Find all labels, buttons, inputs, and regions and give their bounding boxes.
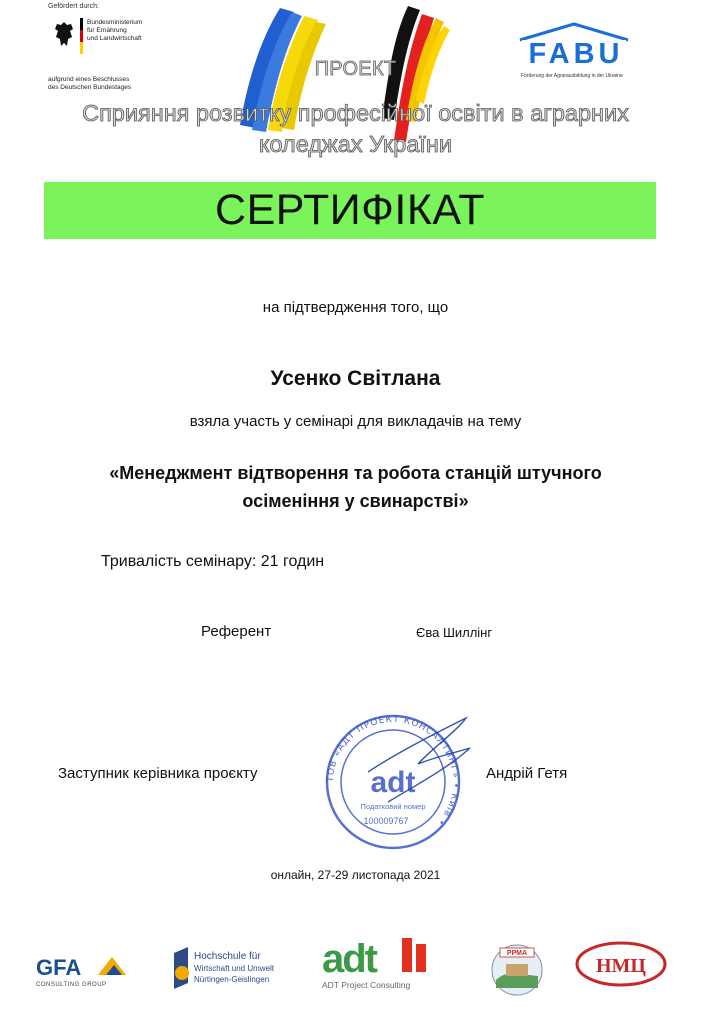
svg-text:НМЦ: НМЦ (596, 955, 646, 977)
fabu-wordmark: FABU (528, 38, 624, 70)
beschluss-line: aufgrund eines Beschlusses (48, 76, 130, 83)
participation-text: взяла участь у семінарі для викладачів на тему (189, 413, 522, 430)
stamp-logo-text: adt (370, 766, 416, 799)
seminar-duration: Тривалість семінару: 21 годин (101, 553, 325, 570)
ministry-line: Bundesministerium (87, 19, 143, 26)
hfwu-logo (170, 943, 290, 993)
company-stamp (308, 712, 478, 852)
stamp-ring-text: ТОВ «АДТ ПРОЕКТ КОНСАЛТИНГ» • Київ • (325, 714, 461, 828)
project-title-line: Сприяння розвитку професійної освіти в аграрних (82, 100, 629, 126)
topic-line: осіменіння у свинарстві» (242, 491, 469, 511)
german-flag-bar-icon (80, 18, 83, 54)
ministry-name (87, 19, 142, 43)
certificate-banner (44, 182, 656, 239)
deputy-name: Андрій Гетя (486, 765, 568, 782)
svg-text:Wirtschaft und Umwelt: Wirtschaft und Umwelt (194, 964, 275, 973)
confirm-text: на підтвердження того, що (262, 299, 449, 316)
gefoerdert-label: Gefördert durch: (48, 3, 99, 10)
project-title (40, 98, 671, 160)
topic-line: «Менеджмент відтворення та робота станцій штучного (109, 463, 602, 483)
project-title-line: коледжах України (258, 131, 453, 157)
date-location: онлайн, 27-29 листопада 2021 (270, 868, 441, 882)
certificate-title: СЕРТИФІКАТ (215, 186, 485, 234)
svg-text:ADT Project Consulting: ADT Project Consulting (322, 980, 411, 990)
ministry-line: für Ernährung (87, 27, 127, 34)
stamp-tax-label: Податковий номер (360, 802, 426, 811)
adt-logo (318, 934, 440, 992)
rpma-logo (488, 940, 546, 996)
gfa-logo (34, 945, 132, 991)
referent-role: Референт (201, 623, 272, 640)
fabu-subtitle: Förderung der Agrarausbildung in der Ukraine (521, 73, 623, 79)
stamp-tax-number: 100009767 (363, 816, 409, 826)
svg-text:РРМА: РРМА (506, 950, 528, 957)
project-label: ПРОЕКТ (314, 58, 397, 80)
svg-text:GFA: GFA (36, 955, 82, 980)
svg-text:adt: adt (322, 937, 376, 981)
ministry-line: und Landwirtschaft (87, 35, 142, 42)
svg-text:Nürtingen-Geislingen: Nürtingen-Geislingen (194, 975, 270, 984)
svg-text:Hochschule für: Hochschule für (194, 951, 261, 962)
beschluss-line: des Deutschen Bundestages (48, 84, 132, 91)
recipient-name: Усенко Світлана (270, 367, 441, 390)
deputy-role: Заступник керівника проєкту (58, 765, 258, 782)
federal-eagle-icon (52, 19, 76, 51)
nmc-logo (573, 938, 669, 990)
seminar-topic (70, 459, 641, 515)
svg-text:CONSULTING GROUP: CONSULTING GROUP (36, 982, 107, 988)
referent-name: Єва Шиллінг (416, 625, 493, 640)
